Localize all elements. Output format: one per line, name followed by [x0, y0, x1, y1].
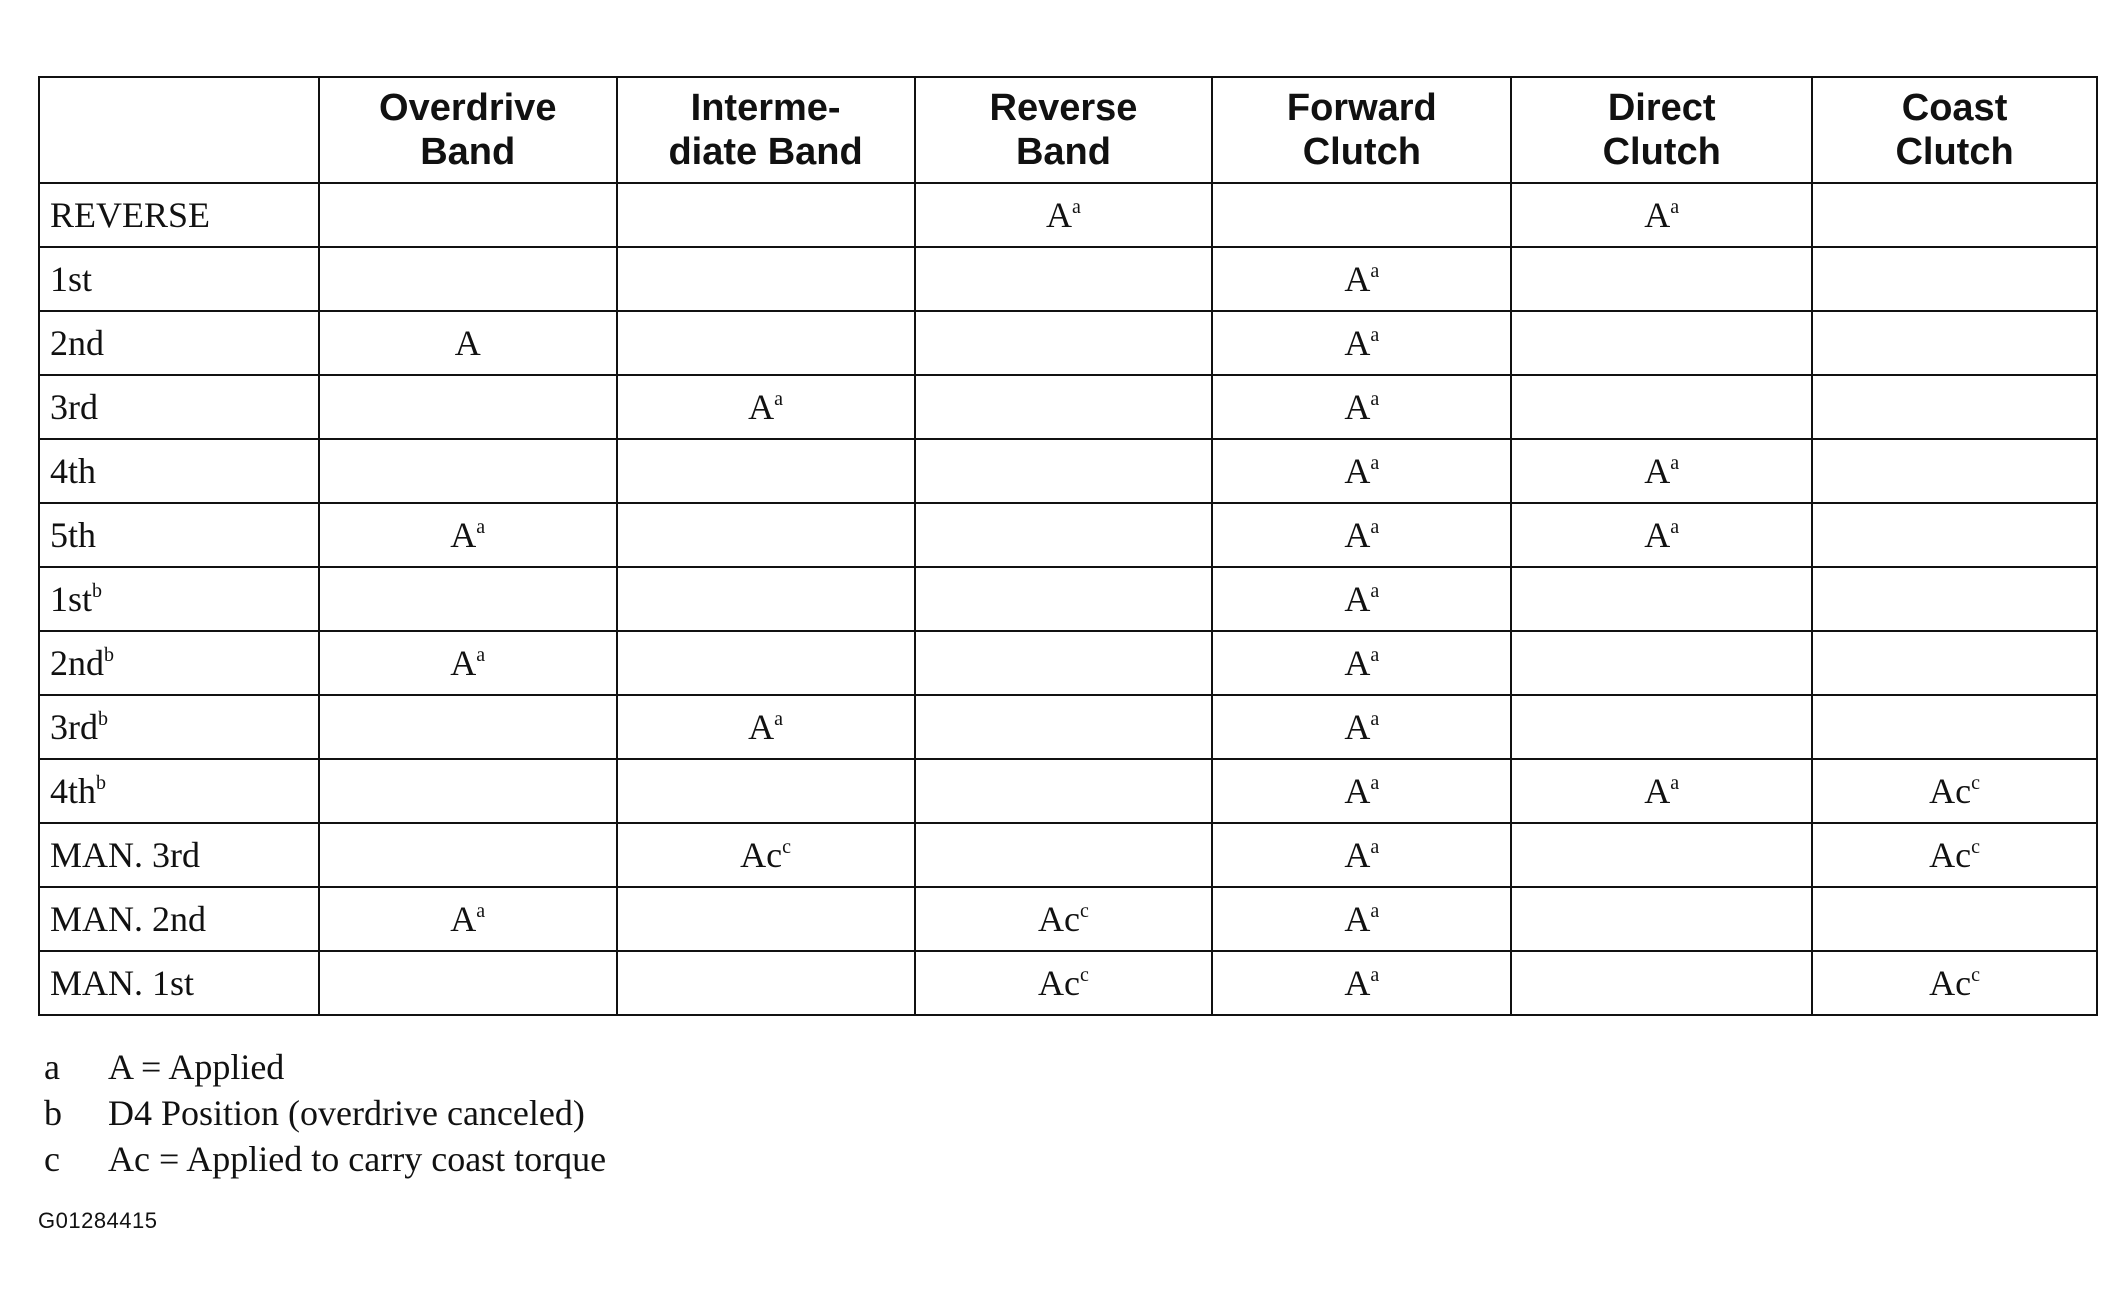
application-mark — [748, 387, 783, 427]
application-mark — [1344, 451, 1379, 491]
table-cell — [319, 311, 617, 375]
table-cell — [1812, 247, 2097, 311]
application-mark — [1038, 899, 1089, 939]
table-row — [39, 311, 2097, 375]
mark-text: Ac — [1929, 963, 1972, 1003]
application-mark — [1344, 387, 1379, 427]
table-cell — [1511, 887, 1812, 951]
table-cell — [915, 759, 1213, 823]
row-label-text: 5th — [50, 515, 97, 555]
application-mark — [450, 643, 485, 683]
table-row — [39, 695, 2097, 759]
table-cell — [319, 375, 617, 439]
table-cell — [319, 759, 617, 823]
mark-text: A — [1644, 451, 1671, 491]
mark-superscript: a — [1370, 260, 1380, 282]
mark-superscript: a — [476, 516, 486, 538]
application-mark — [1038, 963, 1089, 1003]
table-cell — [617, 247, 915, 311]
row-label-superscript: b — [104, 644, 114, 666]
table-cell — [1812, 759, 2097, 823]
mark-text: A — [1644, 515, 1671, 555]
row-label-text: 2nd — [50, 643, 104, 683]
row-label-text: 1st — [50, 579, 93, 619]
table-cell — [1511, 183, 1812, 247]
mark-text: A — [748, 707, 775, 747]
footnote-c — [44, 1136, 606, 1182]
application-mark — [1344, 643, 1379, 683]
table-cell — [319, 247, 617, 311]
table-cell — [319, 823, 617, 887]
table-cell — [1511, 503, 1812, 567]
table-cell — [1212, 503, 1511, 567]
table-row — [39, 247, 2097, 311]
row-label-text: MAN. 1st — [50, 963, 195, 1003]
mark-text: A — [454, 323, 481, 363]
mark-superscript: c — [782, 836, 792, 858]
table-cell — [915, 631, 1213, 695]
mark-superscript: c — [1971, 772, 1980, 794]
table-cell — [617, 183, 915, 247]
mark-superscript: a — [476, 900, 486, 922]
table-cell — [319, 567, 617, 631]
table-row — [39, 375, 2097, 439]
application-mark — [450, 515, 485, 555]
mark-superscript: a — [476, 644, 486, 666]
row-label — [39, 247, 319, 311]
table-cell — [1812, 951, 2097, 1015]
table-cell — [319, 631, 617, 695]
table-cell — [915, 503, 1213, 567]
mark-superscript: a — [774, 388, 784, 410]
mark-superscript: c — [1971, 836, 1980, 858]
row-label-text: REVERSE — [50, 195, 211, 235]
table-row — [39, 951, 2097, 1015]
header-cell-reverse-band: Reverse Band — [915, 77, 1213, 183]
mark-superscript: a — [1370, 580, 1380, 602]
table-cell — [1212, 695, 1511, 759]
mark-superscript: a — [1370, 452, 1380, 474]
mark-text: A — [1046, 195, 1073, 235]
mark-text: A — [1344, 323, 1371, 363]
application-mark — [1644, 515, 1679, 555]
table-cell — [1511, 823, 1812, 887]
mark-text: A — [1344, 579, 1371, 619]
table-row — [39, 183, 2097, 247]
mark-superscript: a — [1370, 900, 1380, 922]
header-cell-intermediate-band: Interme- diate Band — [617, 77, 915, 183]
table-cell — [915, 183, 1213, 247]
table-cell — [319, 439, 617, 503]
table-cell — [915, 375, 1213, 439]
table-cell — [915, 695, 1213, 759]
mark-superscript: a — [1670, 516, 1680, 538]
table-cell — [617, 631, 915, 695]
table-cell — [1511, 695, 1812, 759]
row-label-superscript: b — [98, 708, 108, 730]
table-cell — [617, 759, 915, 823]
application-mark — [1929, 835, 1980, 875]
mark-text: A — [1644, 771, 1671, 811]
table-cell — [319, 503, 617, 567]
table-cell — [1511, 439, 1812, 503]
mark-text: A — [1344, 387, 1371, 427]
row-label — [39, 631, 319, 695]
table-cell — [1812, 439, 2097, 503]
footnote-text: Ac = Applied to carry coast torque — [108, 1139, 607, 1179]
table-cell — [319, 887, 617, 951]
table-cell — [1511, 759, 1812, 823]
mark-text: Ac — [1038, 963, 1080, 1003]
mark-text: A — [1344, 963, 1371, 1003]
table-cell — [617, 439, 915, 503]
figure-id: G01284415 — [38, 1208, 158, 1233]
table-cell — [1511, 631, 1812, 695]
mark-superscript: a — [1670, 196, 1680, 218]
row-label-text: 3rd — [50, 707, 98, 747]
row-label — [39, 311, 319, 375]
application-mark — [1344, 899, 1379, 939]
table-cell — [1511, 951, 1812, 1015]
row-label-superscript: b — [96, 772, 107, 794]
table-cell — [1212, 439, 1511, 503]
table-cell — [1812, 823, 2097, 887]
table-cell — [1212, 247, 1511, 311]
table-cell — [617, 503, 915, 567]
mark-superscript: a — [1370, 644, 1380, 666]
mark-text: A — [1344, 515, 1371, 555]
table-cell — [1812, 567, 2097, 631]
row-label — [39, 439, 319, 503]
application-mark — [1344, 323, 1379, 363]
row-label-text: MAN. 2nd — [50, 899, 207, 939]
application-mark — [455, 323, 481, 363]
row-label — [39, 695, 319, 759]
mark-superscript: c — [1080, 964, 1089, 986]
mark-superscript: a — [774, 708, 784, 730]
mark-superscript: a — [1370, 516, 1380, 538]
mark-text: A — [1344, 643, 1371, 683]
mark-superscript: c — [1971, 964, 1980, 986]
table-cell — [1812, 695, 2097, 759]
mark-superscript: a — [1370, 772, 1380, 794]
row-label — [39, 567, 319, 631]
mark-text: A — [1344, 259, 1371, 299]
table-cell — [1511, 375, 1812, 439]
mark-text: A — [1344, 771, 1371, 811]
mark-superscript: a — [1370, 836, 1380, 858]
mark-text: Ac — [1929, 835, 1972, 875]
header-cell-coast-clutch: Coast Clutch — [1812, 77, 2097, 183]
table-cell — [319, 183, 617, 247]
mark-text: A — [1644, 195, 1671, 235]
table-cell — [1812, 183, 2097, 247]
application-mark — [450, 899, 485, 939]
row-label-text: 4th — [50, 771, 97, 811]
row-label — [39, 759, 319, 823]
header-cell-corner — [39, 77, 319, 183]
table-cell — [1212, 951, 1511, 1015]
application-mark — [1046, 195, 1081, 235]
table-cell — [1511, 567, 1812, 631]
table-cell — [1212, 823, 1511, 887]
table-cell — [1511, 247, 1812, 311]
mark-superscript: a — [1670, 452, 1680, 474]
header-cell-forward-clutch: Forward Clutch — [1212, 77, 1511, 183]
mark-text: A — [450, 643, 477, 683]
mark-text: A — [748, 387, 775, 427]
table-cell — [1812, 503, 2097, 567]
row-label-text: MAN. 3rd — [50, 835, 200, 875]
row-label — [39, 503, 319, 567]
footnote-key: b — [44, 1093, 62, 1133]
row-label-text: 2nd — [50, 323, 104, 363]
mark-text: Ac — [740, 835, 783, 875]
row-label — [39, 823, 319, 887]
mark-superscript: a — [1370, 964, 1380, 986]
mark-text: A — [450, 899, 477, 939]
application-mark — [1344, 707, 1379, 747]
footnote-text: D4 Position (overdrive canceled) — [108, 1093, 585, 1133]
application-mark — [1344, 259, 1379, 299]
table-cell — [915, 439, 1213, 503]
row-label — [39, 887, 319, 951]
application-mark — [1644, 771, 1679, 811]
mark-text: A — [1344, 835, 1371, 875]
row-label — [39, 951, 319, 1015]
table-cell — [1812, 311, 2097, 375]
row-label — [39, 375, 319, 439]
table-cell — [617, 567, 915, 631]
application-mark — [1644, 451, 1679, 491]
mark-text: A — [1344, 899, 1371, 939]
table-cell — [915, 247, 1213, 311]
table-cell — [1212, 759, 1511, 823]
footnote-a — [44, 1044, 606, 1090]
table-cell — [1812, 887, 2097, 951]
table-row — [39, 631, 2097, 695]
table-cell — [319, 951, 617, 1015]
mark-superscript: a — [1370, 324, 1380, 346]
mark-superscript: c — [1080, 900, 1089, 922]
table-cell — [1812, 631, 2097, 695]
footnote-key: a — [44, 1047, 60, 1087]
application-mark — [1344, 771, 1379, 811]
application-mark — [1344, 963, 1379, 1003]
table-cell — [1212, 375, 1511, 439]
table-cell — [617, 823, 915, 887]
row-label-superscript: b — [92, 580, 103, 602]
mark-superscript: a — [1370, 708, 1380, 730]
mark-text: A — [1344, 707, 1371, 747]
clutch-band-application-table — [38, 76, 2098, 1016]
table-cell — [1212, 311, 1511, 375]
table-cell — [915, 887, 1213, 951]
table-cell — [1212, 887, 1511, 951]
application-mark — [748, 707, 783, 747]
table-cell — [1511, 311, 1812, 375]
table-cell — [915, 567, 1213, 631]
table-body — [39, 183, 2097, 1015]
table-cell — [617, 695, 915, 759]
application-mark — [1344, 579, 1379, 619]
application-mark — [1929, 963, 1980, 1003]
table-row — [39, 887, 2097, 951]
table-cell — [1212, 567, 1511, 631]
footnotes — [44, 1044, 606, 1182]
table-cell — [617, 887, 915, 951]
footnote-text: A = Applied — [108, 1047, 285, 1087]
header-cell-direct-clutch: Direct Clutch — [1511, 77, 1812, 183]
row-label-text: 1st — [50, 259, 93, 299]
table-row — [39, 503, 2097, 567]
application-mark — [1344, 515, 1379, 555]
table-cell — [1212, 183, 1511, 247]
mark-superscript: a — [1072, 196, 1081, 218]
row-label-text: 3rd — [50, 387, 98, 427]
mark-text: Ac — [1929, 771, 1972, 811]
application-mark — [1644, 195, 1679, 235]
table-cell — [617, 311, 915, 375]
application-mark — [1929, 771, 1980, 811]
header-cell-overdrive-band: Overdrive Band — [319, 77, 617, 183]
application-mark — [1344, 835, 1379, 875]
table-cell — [915, 311, 1213, 375]
table-cell — [1212, 631, 1511, 695]
application-mark — [740, 835, 791, 875]
table-cell — [319, 695, 617, 759]
mark-text: A — [450, 515, 477, 555]
footnote-b — [44, 1090, 606, 1136]
table-row — [39, 439, 2097, 503]
table-cell — [1812, 375, 2097, 439]
mark-text: Ac — [1038, 899, 1080, 939]
table-row — [39, 759, 2097, 823]
mark-superscript: a — [1670, 772, 1680, 794]
table-row — [39, 823, 2097, 887]
footnote-key: c — [44, 1139, 60, 1179]
header-row — [39, 77, 2097, 183]
table-cell — [617, 375, 915, 439]
row-label — [39, 183, 319, 247]
row-label-text: 4th — [50, 451, 97, 491]
mark-text: A — [1344, 451, 1371, 491]
mark-superscript: a — [1370, 388, 1380, 410]
table-cell — [915, 951, 1213, 1015]
table-cell — [617, 951, 915, 1015]
table-cell — [915, 823, 1213, 887]
table-row — [39, 567, 2097, 631]
